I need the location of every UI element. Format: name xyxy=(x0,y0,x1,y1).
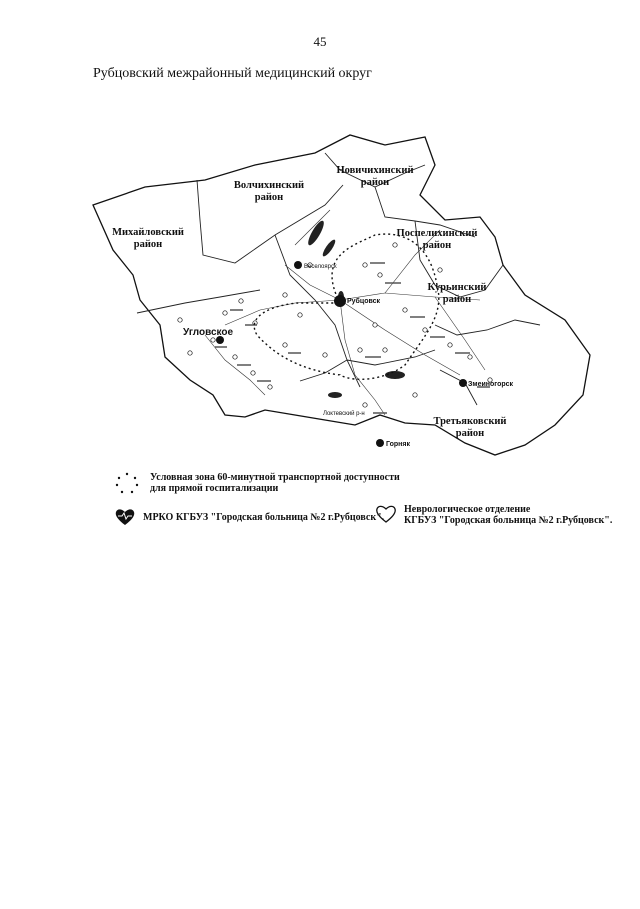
rvc-heart-marker xyxy=(334,295,346,307)
legend-zone-symbol xyxy=(115,472,139,494)
district-label-novichikhinsky-2: район xyxy=(360,177,390,188)
district-label-volchikhinsky: Волчихинский xyxy=(233,180,305,191)
district-label-pospelikhinsky-2: район xyxy=(422,240,452,251)
district-label-tretyakovsky-2: район xyxy=(455,428,485,439)
page-title: Рубцовский межрайонный медицинский округ xyxy=(93,66,372,81)
town-label-loktevsky: Локтевский р-н xyxy=(323,411,365,417)
legend-zone-text: Условная зона 60-минутной транспортной доступности для прямой госпитализации xyxy=(150,472,400,494)
page-number: 45 xyxy=(313,34,327,49)
town-label-gornyak: Горняк xyxy=(386,441,410,448)
legend-rvc-text: МРКО КГБУЗ "Городская больница №2 г.Рубцовск". xyxy=(143,512,385,523)
legend-neuro-heart-icon xyxy=(376,505,396,523)
town-label-rubtsovsk: Рубцовск xyxy=(347,298,380,305)
district-label-mikhailovsky-2: район xyxy=(133,239,163,250)
district-label-kurinsky: Курьинский xyxy=(427,282,487,293)
district-label-novichikhinsky: Новичихинский xyxy=(336,165,414,176)
legend-neuro-text: Неврологическое отделение КГБУЗ "Городская больница №2 г.Рубцовск". xyxy=(404,504,613,526)
town-label-veseloyarsk: Веселоярск xyxy=(304,264,337,270)
district-label-tretyakovsky: Третьяковский xyxy=(433,416,507,427)
district-label-kurinsky-2: район xyxy=(442,294,472,305)
district-label-mikhailovsky: Михайловский xyxy=(112,227,184,238)
district-label-pospelikhinsky: Поспелихинский xyxy=(396,228,478,239)
district-map xyxy=(85,125,605,475)
district-label-volchikhinsky-2: район xyxy=(254,192,284,203)
legend-rvc-heart-icon xyxy=(115,508,135,526)
town-label-zmeinogorsk: Змеиногорск xyxy=(468,381,514,388)
town-label-uglovskoe: Угловское xyxy=(183,327,234,338)
